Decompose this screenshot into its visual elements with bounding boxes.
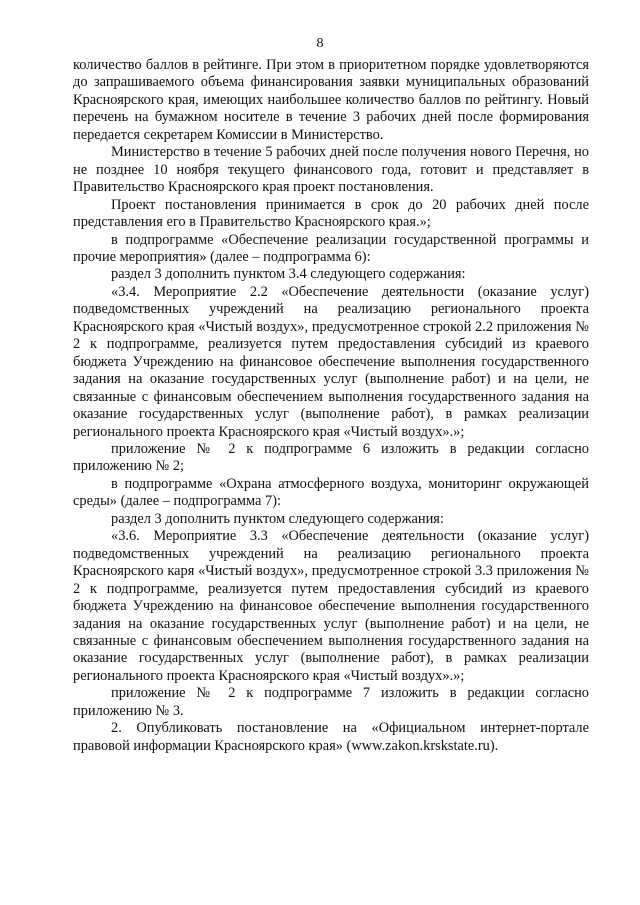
paragraph-1: количество баллов в рейтинге. При этом в приоритетном порядке удовлетворяются до запрашиваемого объема финансирования заявки муниципальных образований Красноярского края, имеющих наибольшее количество баллов по рейтингу. Новый перечень на бумажном носителе в течение 3 рабочих дней после формирования передается секретарем Комиссии в Министерство. <box>73 57 589 143</box>
paragraph-11: приложение № 2 к подпрограмме 7 изложить в редакции согласно приложению № 3. <box>73 685 589 719</box>
paragraph-12: 2. Опубликовать постановление на «Официальном интернет-портале правовой информации Красноярского края» (www.zakon.krskstate.ru). <box>73 720 589 754</box>
paragraph-3: Проект постановления принимается в срок до 20 рабочих дней после представления его в Правительство Красноярского края.»; <box>73 196 589 231</box>
paragraph-7: приложение № 2 к подпрограмме 6 изложить в редакции согласно приложению № 2; <box>73 440 589 475</box>
paragraph-8: в подпрограмме «Охрана атмосферного воздуха, мониторинг окружающей среды» (далее – подпрограмма 7): <box>73 475 589 510</box>
paragraph-2: Министерство в течение 5 рабочих дней после получения нового Перечня, но не позднее 10 ноября текущего финансового года, готовит и представляет в Правительство Красноярского края проект постановления. <box>73 144 589 196</box>
page-number: 8 <box>316 36 324 51</box>
document-body <box>73 57 589 755</box>
paragraph-5: раздел 3 дополнить пунктом 3.4 следующего содержания: <box>111 266 466 283</box>
paragraph-9: раздел 3 дополнить пунктом следующего содержания: <box>111 510 444 527</box>
paragraph-4: в подпрограмме «Обеспечение реализации государственной программы и прочие мероприятия» (далее – подпрограмма 6): <box>73 231 589 265</box>
paragraph-6: «3.4. Мероприятие 2.2 «Обеспечение деятельности (оказание услуг) подведомственных учреждений на реализацию регионального проекта Красноярского края «Чистый воздух», предусмотренное строкой 2.2 приложения № 2 к подпрограмме, реализуется путем предоставления субсидий из краевого бюджета Учреждению на финансовое обеспечение выполнения государственного задания на оказание государственных услуг (выполнение работ) и на цели, не связанные с финансовым обеспечением выполнения государственного задания на оказание государственных услуг (выполнение работ), в рамках реализации регионального проекта Красноярского края «Чистый воздух».»; <box>73 283 589 440</box>
paragraph-10: «3.6. Мероприятие 3.3 «Обеспечение деятельности (оказание услуг) подведомственных учреждений на реализацию регионального проекта Красноярского каря «Чистый воздух», предусмотренное строкой 3.3 приложения № 2 к подпрограмме, реализуется путем предоставления субсидий из краевого бюджета Учреждению на финансовое обеспечение выполнения государственного задания на оказание государственных услуг (выполнение работ) и на цели, не связанные с финансовым обеспечением выполнения государственного задания на оказание государственных услуг (выполнение работ), в рамках реализации регионального проекта Красноярского края «Чистый воздух».»; <box>73 528 589 684</box>
